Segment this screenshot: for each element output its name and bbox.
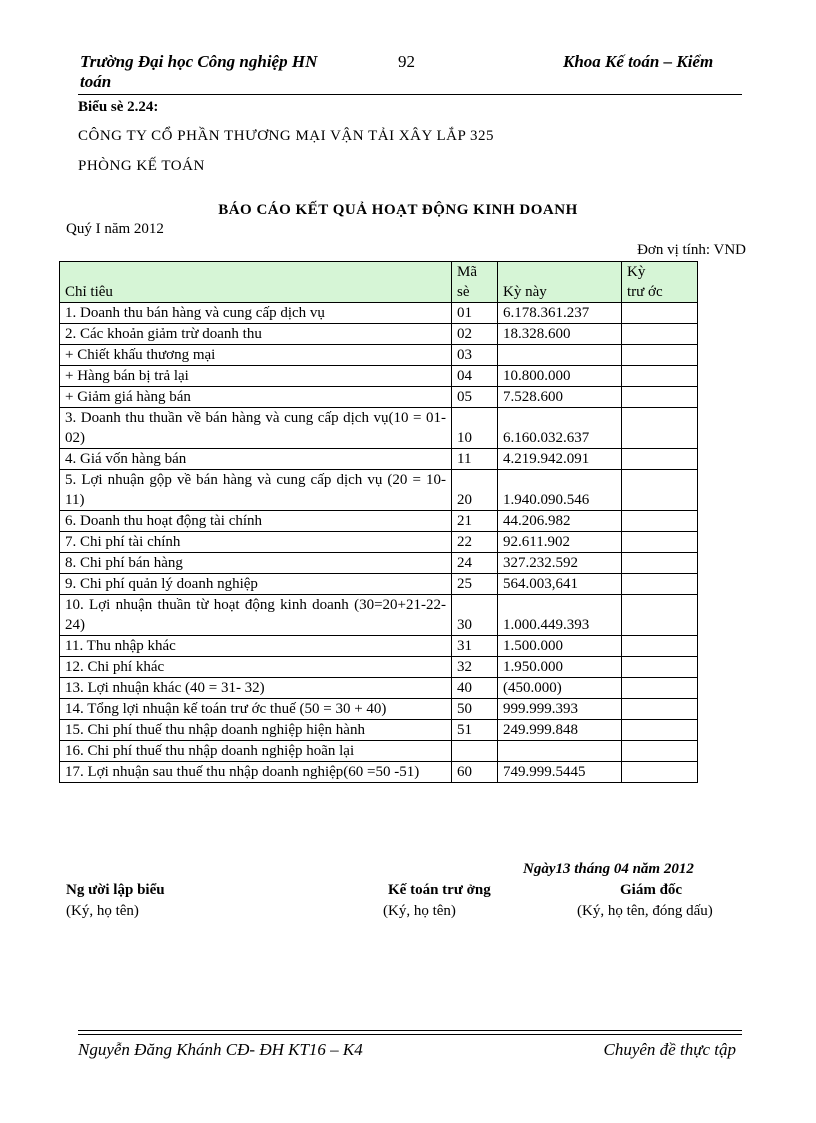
header-school-cont: toán (80, 72, 112, 91)
header-prev-top: Kỳ (627, 264, 646, 280)
row-label: + Hàng bán bị trả lại (60, 366, 452, 387)
accountant-note: (Ký, họ tên) (383, 903, 456, 919)
row-code: 02 (452, 324, 498, 345)
table-row (60, 324, 698, 345)
row-code: 03 (452, 345, 498, 366)
row-previous-value (622, 408, 698, 449)
header-faculty: Khoa Kế toán – Kiểm (563, 52, 714, 71)
row-label: 11. Thu nhập khác (60, 636, 452, 657)
row-label: + Chiết khấu thương mại (60, 345, 452, 366)
department-name: PHÒNG KẾ TOÁN (78, 158, 205, 174)
row-label: 9. Chi phí quản lý doanh nghiệp (60, 574, 452, 595)
table-row (60, 699, 698, 720)
report-date: Ngày13 tháng 04 năm 2012 (523, 861, 694, 877)
row-previous-value (622, 720, 698, 741)
row-label: 1. Doanh thu bán hàng và cung cấp dịch vụ (60, 303, 452, 324)
row-label: 2. Các khoản giảm trừ doanh thu (60, 324, 452, 345)
row-previous-value (622, 387, 698, 408)
row-previous-value (622, 657, 698, 678)
row-previous-value (622, 324, 698, 345)
row-previous-value (622, 470, 698, 511)
row-current-value: 18.328.600 (498, 324, 622, 345)
table-row (60, 408, 698, 449)
row-code: 10 (452, 408, 498, 449)
row-label: 7. Chi phí tài chính (60, 532, 452, 553)
row-current-value (498, 345, 622, 366)
row-code: 32 (452, 657, 498, 678)
row-label: 14. Tổng lợi nhuận kế toán trư ớc thuế (50 = 30 + 40) (60, 699, 452, 720)
company-name: CÔNG TY CỔ PHẦN THƯƠNG MẠI VẬN TẢI XÂY LẮP 325 (78, 128, 495, 144)
row-current-value: 327.232.592 (498, 553, 622, 574)
row-previous-value (622, 762, 698, 783)
row-current-value: 92.611.902 (498, 532, 622, 553)
row-label: 17. Lợi nhuận sau thuế thu nhập doanh nghiệp(60 =50 -51) (60, 762, 452, 783)
table-row (60, 741, 698, 762)
table-row (60, 678, 698, 699)
table-row (60, 553, 698, 574)
row-current-value: 749.999.5445 (498, 762, 622, 783)
row-label: 16. Chi phí thuế thu nhập doanh nghiệp hoãn lại (60, 741, 452, 762)
row-code: 01 (452, 303, 498, 324)
row-code: 04 (452, 366, 498, 387)
row-previous-value (622, 574, 698, 595)
row-code: 11 (452, 449, 498, 470)
table-row (60, 366, 698, 387)
row-label: 5. Lợi nhuận gộp về bán hàng và cung cấp dịch vụ (20 = 10-11) (60, 470, 452, 511)
header-code-bottom: sè (457, 284, 470, 300)
table-row (60, 345, 698, 366)
header-divider (78, 94, 742, 95)
header-school (80, 52, 370, 92)
table-row (60, 387, 698, 408)
row-label: 4. Giá vốn hàng bán (60, 449, 452, 470)
row-previous-value (622, 511, 698, 532)
row-previous-value (622, 553, 698, 574)
row-current-value (498, 741, 622, 762)
row-label: 15. Chi phí thuế thu nhập doanh nghiệp hiện hành (60, 720, 452, 741)
table-row (60, 532, 698, 553)
row-code: 20 (452, 470, 498, 511)
row-previous-value (622, 595, 698, 636)
row-label: 3. Doanh thu thuần về bán hàng và cung cấp dịch vụ(10 = 01-02) (60, 408, 452, 449)
header-code (452, 262, 498, 303)
row-current-value: 4.219.942.091 (498, 449, 622, 470)
row-current-value: 249.999.848 (498, 720, 622, 741)
preparer-title: Ng ười lập biểu (66, 882, 165, 898)
header-code-top: Mã (457, 264, 477, 280)
row-label: 6. Doanh thu hoạt động tài chính (60, 511, 452, 532)
row-current-value: 7.528.600 (498, 387, 622, 408)
table-row (60, 303, 698, 324)
footer-divider-top (78, 1030, 742, 1031)
row-code (452, 741, 498, 762)
director-title: Giám đốc (620, 882, 683, 898)
table-row (60, 511, 698, 532)
report-period: Quý I năm 2012 (66, 221, 164, 237)
table-row (60, 574, 698, 595)
currency-unit: Đơn vị tính: VND (637, 242, 746, 258)
row-code: 51 (452, 720, 498, 741)
row-code: 25 (452, 574, 498, 595)
table-header-row (60, 262, 698, 303)
page-number: 92 (398, 52, 415, 71)
row-previous-value (622, 449, 698, 470)
director-note: (Ký, họ tên, đóng dấu) (577, 903, 713, 919)
row-current-value: 564.003,641 (498, 574, 622, 595)
row-label: 13. Lợi nhuận khác (40 = 31- 32) (60, 678, 452, 699)
row-previous-value (622, 366, 698, 387)
report-title: BÁO CÁO KẾT QUẢ HOẠT ĐỘNG KINH DOANH (218, 202, 578, 218)
header-indicator: Chỉ tiêu (60, 262, 452, 303)
row-current-value: 1.950.000 (498, 657, 622, 678)
row-code: 24 (452, 553, 498, 574)
row-current-value: 1.500.000 (498, 636, 622, 657)
row-code: 22 (452, 532, 498, 553)
row-current-value: 999.999.393 (498, 699, 622, 720)
row-current-value: (450.000) (498, 678, 622, 699)
row-code: 31 (452, 636, 498, 657)
row-code: 40 (452, 678, 498, 699)
row-code: 60 (452, 762, 498, 783)
row-current-value: 6.160.032.637 (498, 408, 622, 449)
table-row (60, 657, 698, 678)
row-code: 50 (452, 699, 498, 720)
footer-divider-bottom (78, 1034, 742, 1035)
row-label: + Giảm giá hàng bán (60, 387, 452, 408)
header-prev-bottom: trư ớc (627, 284, 663, 300)
row-previous-value (622, 678, 698, 699)
row-previous-value (622, 699, 698, 720)
table-row (60, 449, 698, 470)
row-label: 8. Chi phí bán hàng (60, 553, 452, 574)
row-label: 12. Chi phí khác (60, 657, 452, 678)
row-label: 10. Lợi nhuận thuần từ hoạt động kinh doanh (30=20+21-22-24) (60, 595, 452, 636)
row-current-value: 44.206.982 (498, 511, 622, 532)
row-current-value: 10.800.000 (498, 366, 622, 387)
row-code: 30 (452, 595, 498, 636)
row-current-value: 6.178.361.237 (498, 303, 622, 324)
row-previous-value (622, 636, 698, 657)
preparer-note: (Ký, họ tên) (66, 903, 139, 919)
form-label: Biểu sè 2.24: (78, 99, 159, 115)
table-row (60, 762, 698, 783)
accountant-title: Kế toán trư ởng (388, 882, 491, 898)
table-row (60, 595, 698, 636)
row-code: 05 (452, 387, 498, 408)
footer-topic: Chuyên đề thực tập (603, 1040, 736, 1059)
row-previous-value (622, 303, 698, 324)
row-code: 21 (452, 511, 498, 532)
row-previous-value (622, 741, 698, 762)
header-current: Kỳ này (498, 262, 622, 303)
row-current-value: 1.000.449.393 (498, 595, 622, 636)
row-current-value: 1.940.090.546 (498, 470, 622, 511)
table-row (60, 636, 698, 657)
header-prev (622, 262, 698, 303)
income-statement-table (59, 261, 698, 783)
table-row (60, 720, 698, 741)
table-row (60, 470, 698, 511)
row-previous-value (622, 532, 698, 553)
row-previous-value (622, 345, 698, 366)
header-school-name: Trường Đại học Công nghiệp HN (80, 52, 318, 71)
footer-author: Nguyễn Đăng Khánh CĐ- ĐH KT16 – K4 (78, 1040, 363, 1059)
